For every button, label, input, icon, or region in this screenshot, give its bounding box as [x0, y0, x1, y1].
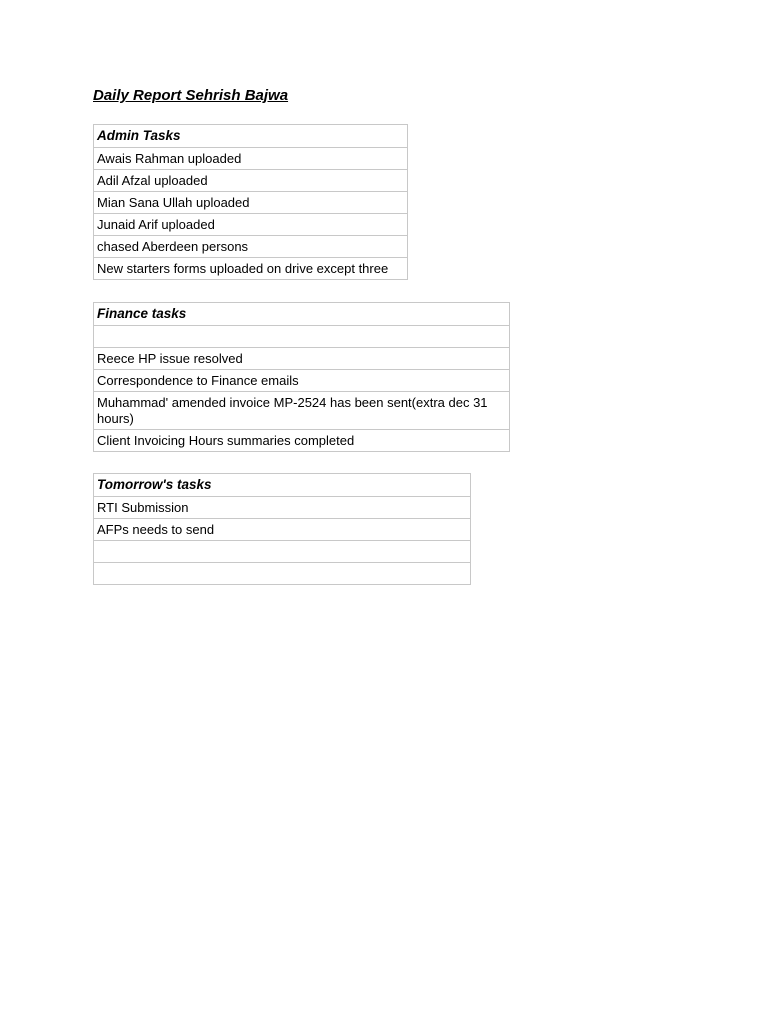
table-cell-empty — [94, 563, 471, 585]
table-cell: chased Aberdeen persons — [94, 236, 408, 258]
table-row — [94, 370, 510, 392]
table-cell: Correspondence to Finance emails — [94, 370, 510, 392]
table-cell: Muhammad' amended invoice MP-2524 has been sent(extra dec 31 hours) — [94, 392, 510, 430]
table-row — [94, 192, 408, 214]
table-row — [94, 214, 408, 236]
table-header-row — [94, 303, 510, 326]
table-row — [94, 170, 408, 192]
table-row — [94, 497, 471, 519]
table-row — [94, 348, 510, 370]
table-cell: Adil Afzal uploaded — [94, 170, 408, 192]
table-row — [94, 519, 471, 541]
table-row — [94, 563, 471, 585]
table-cell: RTI Submission — [94, 497, 471, 519]
document-title: Daily Report Sehrish Bajwa — [93, 87, 289, 104]
admin-tasks-table — [93, 124, 408, 280]
table-row — [94, 392, 510, 430]
table-header-row — [94, 474, 471, 497]
table-row — [94, 430, 510, 452]
table-cell: AFPs needs to send — [94, 519, 471, 541]
table-cell: Reece HP issue resolved — [94, 348, 510, 370]
finance-tasks-header: Finance tasks — [94, 303, 510, 326]
table-cell: Client Invoicing Hours summaries completed — [94, 430, 510, 452]
tomorrow-tasks-table — [93, 473, 471, 585]
table-cell-empty — [94, 326, 510, 348]
table-cell: New starters forms uploaded on drive except three — [94, 258, 408, 280]
finance-tasks-table — [93, 302, 510, 452]
admin-tasks-header: Admin Tasks — [94, 125, 408, 148]
table-cell: Mian Sana Ullah uploaded — [94, 192, 408, 214]
table-header-row — [94, 125, 408, 148]
table-row — [94, 236, 408, 258]
table-row — [94, 326, 510, 348]
table-row — [94, 258, 408, 280]
table-cell: Awais Rahman uploaded — [94, 148, 408, 170]
table-row — [94, 541, 471, 563]
table-row — [94, 148, 408, 170]
table-cell-empty — [94, 541, 471, 563]
table-cell: Junaid Arif uploaded — [94, 214, 408, 236]
tomorrow-tasks-header: Tomorrow's tasks — [94, 474, 471, 497]
